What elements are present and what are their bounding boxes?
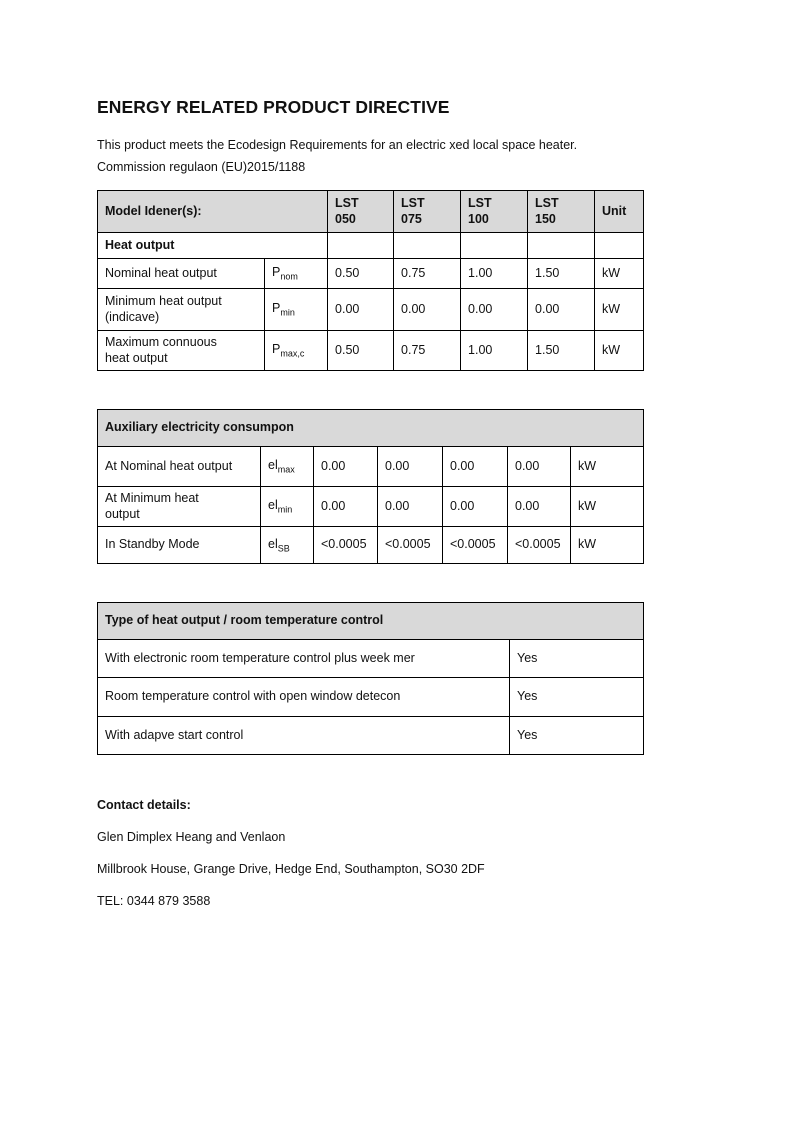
symbol-subscript: nom xyxy=(280,271,298,282)
symbol-subscript: SB xyxy=(277,543,290,554)
intro-line-2: Commission regulaon (EU)2015/1188 xyxy=(97,160,306,174)
value-cell: <0.0005 xyxy=(378,527,443,564)
value-cell: <0.0005 xyxy=(443,527,508,564)
symbol-base: P xyxy=(272,301,281,316)
model-name: LST xyxy=(535,196,559,210)
value-cell: 0.00 xyxy=(508,487,571,527)
model-column-header xyxy=(328,191,394,233)
row-symbol xyxy=(265,289,328,331)
value-cell: 0.00 xyxy=(508,447,571,487)
model-number: 150 xyxy=(535,211,556,226)
unit-column-header: Unit xyxy=(595,191,644,233)
value-cell: 0.00 xyxy=(378,487,443,527)
value-cell: 0.00 xyxy=(328,289,394,331)
value-cell: 0.00 xyxy=(314,447,378,487)
symbol-base: el xyxy=(268,536,278,551)
row-label xyxy=(98,289,265,331)
model-number: 050 xyxy=(335,211,356,226)
empty-cell xyxy=(528,233,595,259)
value-cell: 1.00 xyxy=(461,259,528,289)
page-title: ENERGY RELATED PRODUCT DIRECTIVE xyxy=(97,97,450,117)
unit-cell: kW xyxy=(571,447,644,487)
unit-cell: kW xyxy=(595,331,644,371)
table-row xyxy=(98,678,644,717)
empty-cell xyxy=(328,233,394,259)
value-cell: 0.75 xyxy=(394,259,461,289)
model-name: LST xyxy=(335,196,359,210)
row-label xyxy=(98,259,265,289)
heat-output-section-row xyxy=(98,233,644,259)
model-column-header xyxy=(528,191,595,233)
intro-paragraph xyxy=(97,134,802,178)
auxiliary-consumption-header: Auxiliary electricity consumpon xyxy=(98,410,644,447)
model-number: 075 xyxy=(401,211,422,226)
empty-cell xyxy=(394,233,461,259)
symbol-base: el xyxy=(268,498,278,513)
value-cell: 1.50 xyxy=(528,259,595,289)
symbol-base: el xyxy=(268,458,278,473)
model-identifiers-table xyxy=(97,190,644,371)
row-label-text: Maximum connuous heat output xyxy=(105,335,217,365)
row-label-text: Minimum heat output (indicave) xyxy=(105,294,222,324)
value-cell: 0.00 xyxy=(443,447,508,487)
control-feature-label: With adapve start control xyxy=(98,717,510,755)
value-cell: 0.50 xyxy=(328,331,394,371)
control-feature-value: Yes xyxy=(510,640,644,678)
value-cell: 0.00 xyxy=(443,487,508,527)
model-table-header-row xyxy=(98,191,644,233)
unit-cell: kW xyxy=(571,527,644,564)
table-row xyxy=(98,717,644,755)
table-row xyxy=(98,487,644,527)
contact-address: Millbrook House, Grange Drive, Hedge End, Southampton, SO30 2DF xyxy=(97,862,485,876)
model-column-header xyxy=(394,191,461,233)
row-label: In Standby Mode xyxy=(98,527,261,564)
symbol-base: P xyxy=(272,342,281,357)
value-cell: 0.00 xyxy=(314,487,378,527)
table-row xyxy=(98,259,644,289)
control-table-header-row xyxy=(98,603,644,640)
symbol-subscript: max,c xyxy=(280,348,305,359)
empty-cell xyxy=(461,233,528,259)
value-cell: 0.00 xyxy=(461,289,528,331)
model-column-header xyxy=(461,191,528,233)
row-label xyxy=(98,331,265,371)
aux-table-header-row xyxy=(98,410,644,447)
value-cell: 0.00 xyxy=(394,289,461,331)
model-name: LST xyxy=(468,196,492,210)
row-symbol xyxy=(265,259,328,289)
row-label-text: Nominal heat output xyxy=(105,265,217,280)
table-row xyxy=(98,331,644,371)
value-cell: 0.00 xyxy=(528,289,595,331)
temperature-control-header: Type of heat output / room temperature control xyxy=(98,603,644,640)
model-number: 100 xyxy=(468,211,489,226)
table-row xyxy=(98,527,644,564)
auxiliary-consumption-table xyxy=(97,409,644,564)
symbol-base: P xyxy=(272,265,281,280)
intro-line-1: This product meets the Ecodesign Requirements for an electric xed local space heater. xyxy=(97,138,578,152)
value-cell: 0.75 xyxy=(394,331,461,371)
control-feature-value: Yes xyxy=(510,678,644,717)
temperature-control-table xyxy=(97,602,644,755)
control-feature-label: Room temperature control with open window detecon xyxy=(98,678,510,717)
table-row xyxy=(98,447,644,487)
row-symbol xyxy=(261,447,314,487)
value-cell: <0.0005 xyxy=(314,527,378,564)
empty-cell xyxy=(595,233,644,259)
row-symbol xyxy=(261,527,314,564)
symbol-subscript: min xyxy=(277,504,293,515)
control-feature-value: Yes xyxy=(510,717,644,755)
table-row xyxy=(98,289,644,331)
contact-phone: TEL: 0344 879 3588 xyxy=(97,894,211,908)
contact-heading: Contact details: xyxy=(97,798,191,812)
value-cell: 1.00 xyxy=(461,331,528,371)
value-cell: <0.0005 xyxy=(508,527,571,564)
unit-cell: kW xyxy=(571,487,644,527)
value-cell: 0.50 xyxy=(328,259,394,289)
symbol-subscript: min xyxy=(280,307,295,318)
heat-output-section-header: Heat output xyxy=(98,233,328,259)
row-label xyxy=(98,487,261,527)
row-label-text: At Minimum heat output xyxy=(105,491,199,521)
contact-company: Glen Dimplex Heang and Venlaon xyxy=(97,830,286,844)
model-identifiers-label: Model Idener(s): xyxy=(98,191,328,233)
row-symbol xyxy=(265,331,328,371)
row-label: At Nominal heat output xyxy=(98,447,261,487)
unit-cell: kW xyxy=(595,259,644,289)
unit-cell: kW xyxy=(595,289,644,331)
row-symbol xyxy=(261,487,314,527)
contact-section xyxy=(97,798,802,908)
control-feature-label: With electronic room temperature control plus week mer xyxy=(98,640,510,678)
value-cell: 0.00 xyxy=(378,447,443,487)
value-cell: 1.50 xyxy=(528,331,595,371)
table-row xyxy=(98,640,644,678)
model-name: LST xyxy=(401,196,425,210)
symbol-subscript: max xyxy=(277,464,295,475)
